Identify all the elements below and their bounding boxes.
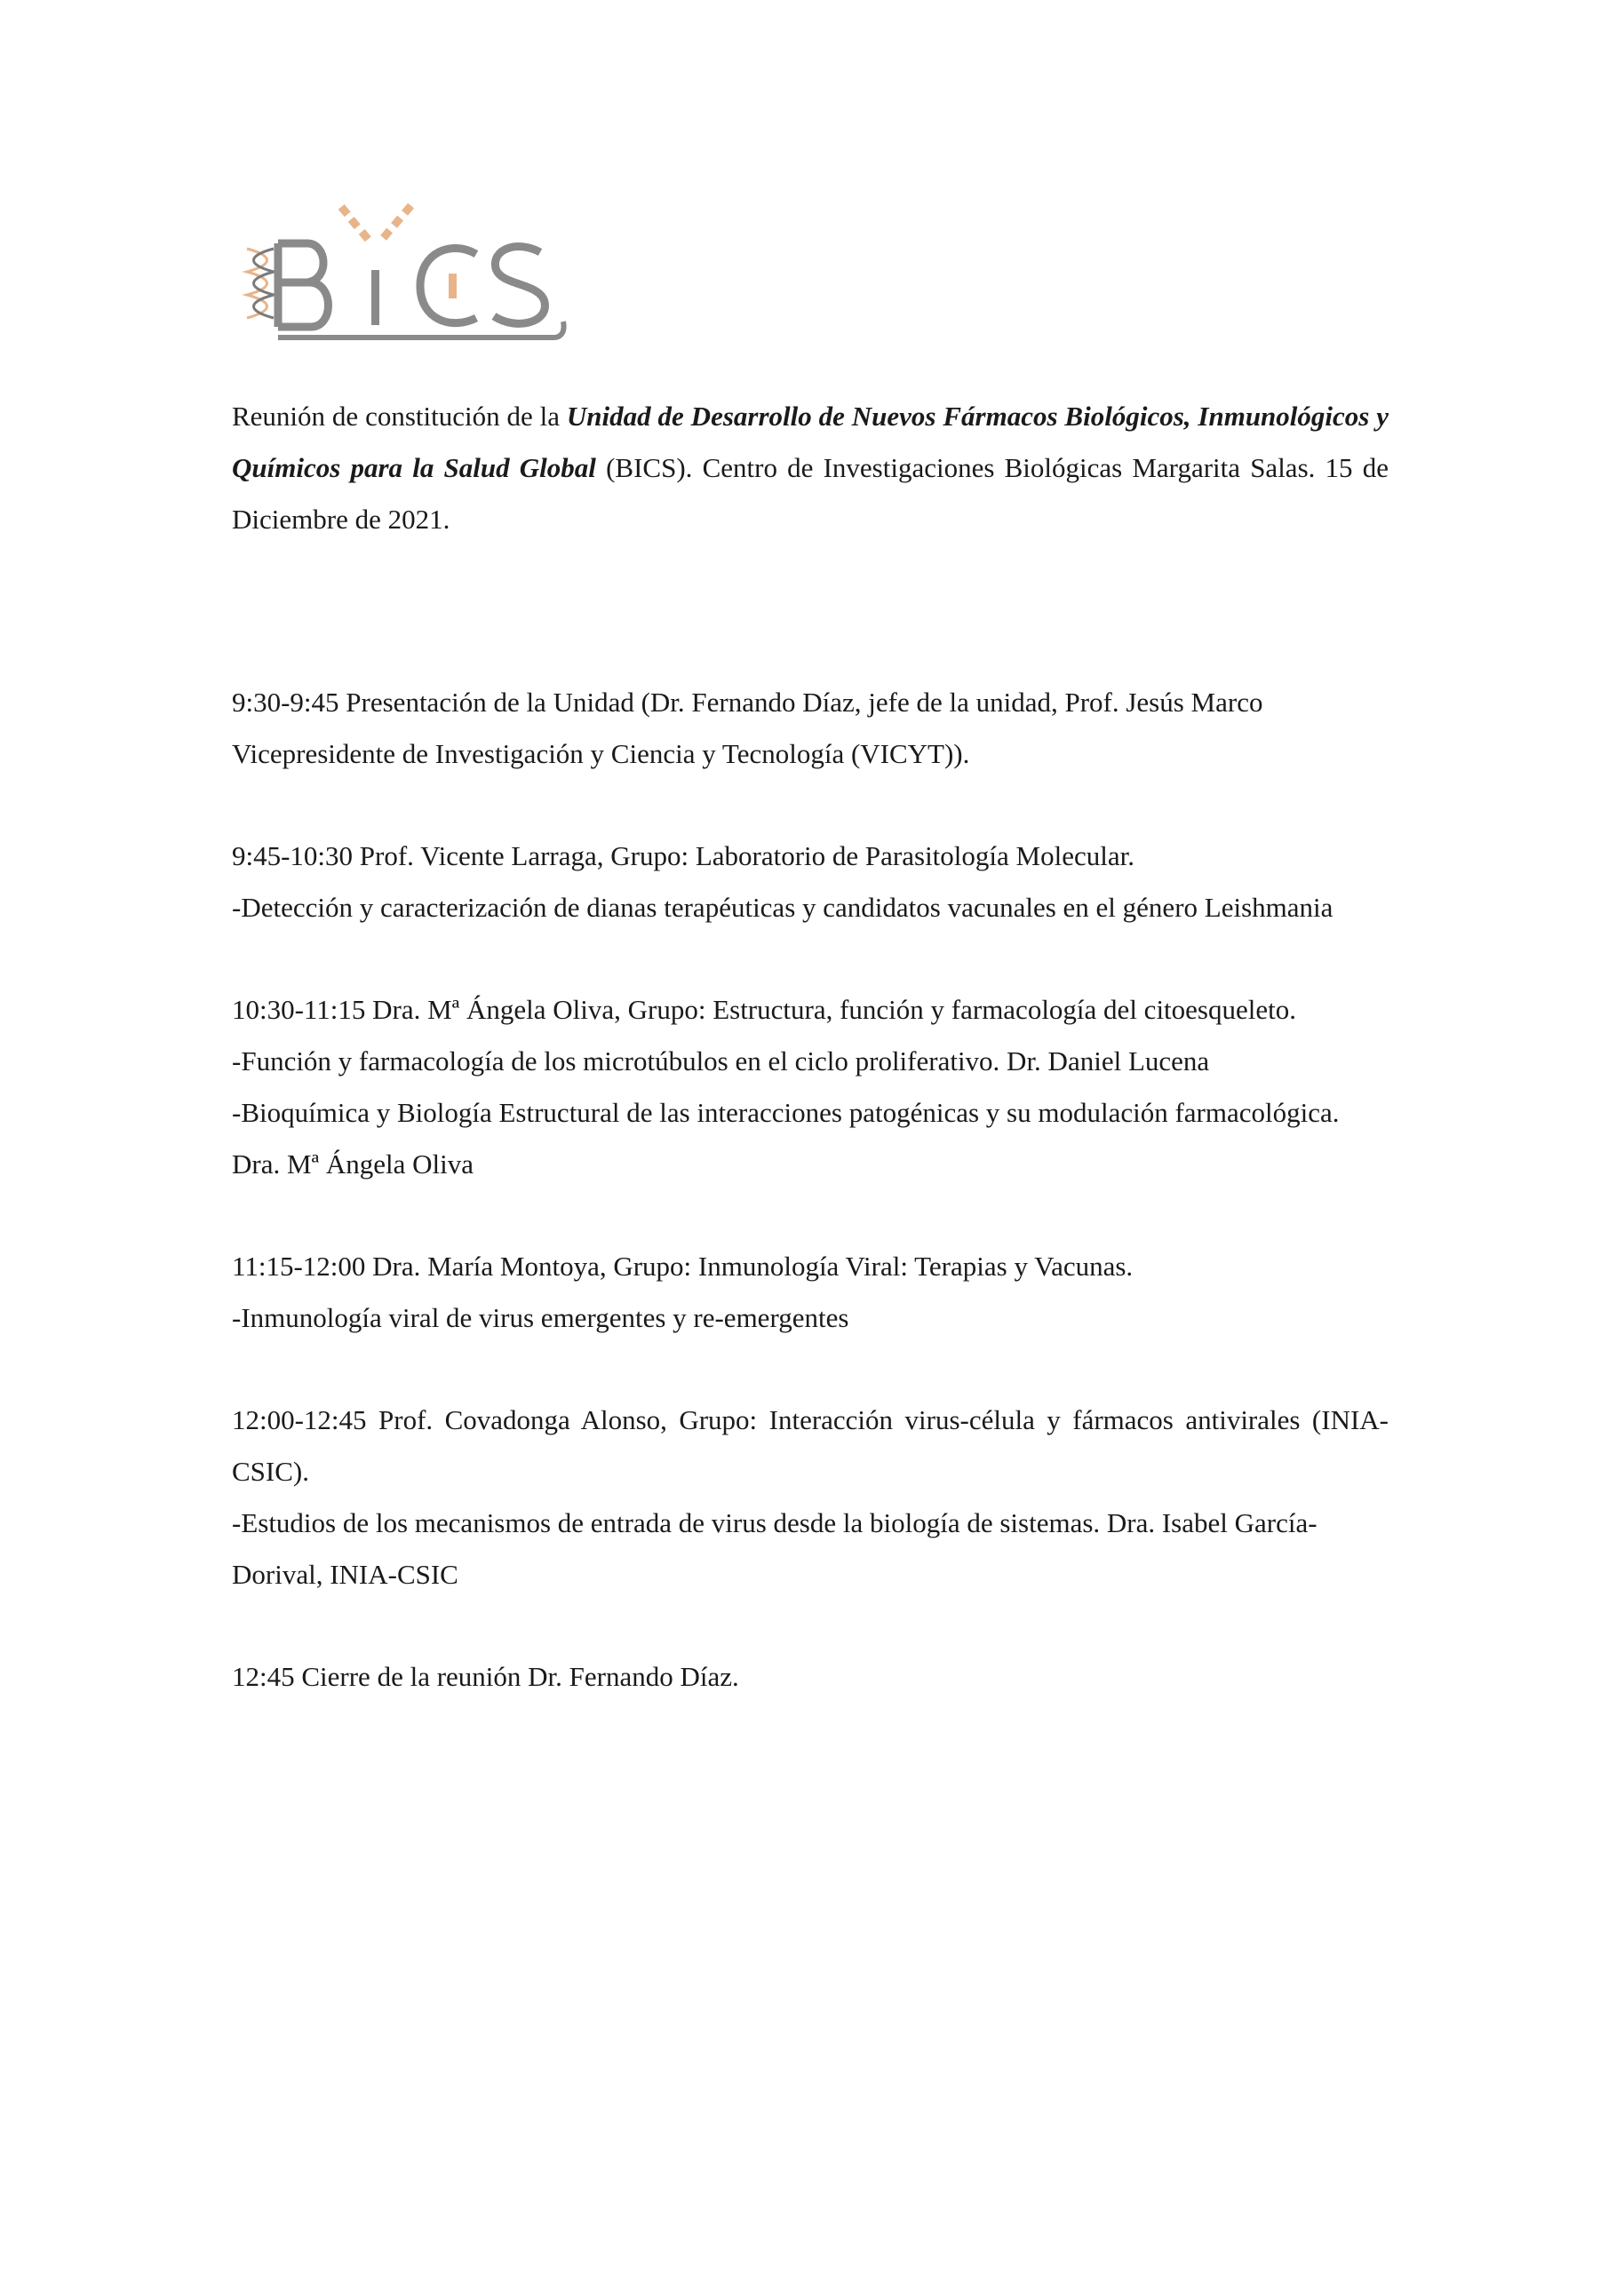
logo-letter-c — [420, 248, 476, 322]
session-heading: 9:30-9:45 Presentación de la Unidad (Dr. Fernando Díaz, jefe de la unidad, Prof. Jesús Marco Vicepresidente de Investigación y Ciencia y Tecnología (VICYT)). — [232, 687, 1263, 769]
dna-helix-icon — [247, 249, 274, 318]
agenda-session — [232, 984, 1389, 1190]
unit-name: Unidad de Desarrollo de Nuevos Fármacos Biológicos, Inmunológicos y Químicos para la Salud Global — [232, 401, 1389, 483]
session-heading: 12:00-12:45 Prof. Covadonga Alonso, Grupo: Interacción virus-célula y fármacos antivirales (INIA-CSIC). — [232, 1404, 1389, 1487]
intro-paragraph — [232, 391, 1389, 545]
logo-letter-b — [278, 243, 329, 327]
talk-item: -Detección y caracterización de dianas terapéuticas y candidatos vacunales en el género Leishmania — [232, 892, 1333, 923]
session-heading: 12:45 Cierre de la reunión Dr. Fernando Díaz. — [232, 1661, 739, 1692]
agenda-session — [232, 1394, 1389, 1601]
intro-suffix: (BICS). Centro de Investigaciones Biológicas Margarita Salas. 15 de Diciembre de 2021. — [232, 452, 1389, 535]
bics-logo — [238, 197, 593, 353]
agenda — [232, 677, 1389, 1703]
session-heading: 9:45-10:30 Prof. Vicente Larraga, Grupo: Laboratorio de Parasitología Molecular. — [232, 840, 1134, 871]
logo-letter-i — [371, 270, 379, 325]
session-heading: 11:15-12:00 Dra. María Montoya, Grupo: Inmunología Viral: Terapias y Vacunas. — [232, 1251, 1134, 1282]
logo-letter-s — [494, 247, 545, 324]
talk-item: -Inmunología viral de virus emergentes y re-emergentes — [232, 1302, 849, 1333]
document-body — [232, 391, 1389, 1753]
agenda-session — [232, 677, 1389, 780]
talk-item: -Función y farmacología de los microtúbulos en el ciclo proliferativo. Dr. Daniel Lucena — [232, 1045, 1210, 1076]
agenda-session — [232, 830, 1389, 933]
talk-item: -Estudios de los mecanismos de entrada de virus desde la biología de sistemas. Dra. Isabel García-Dorival, INIA-CSIC — [232, 1507, 1317, 1590]
intro-prefix: Reunión de constitución de la — [232, 401, 567, 432]
agenda-session — [232, 1651, 1389, 1703]
agenda-session — [232, 1241, 1389, 1344]
session-heading: 10:30-11:15 Dra. Mª Ángela Oliva, Grupo: Estructura, función y farmacología del citoesqueleto. — [232, 994, 1296, 1025]
logo-letter-y — [338, 203, 414, 242]
talk-item: -Bioquímica y Biología Estructural de las interacciones patogénicas y su modulación farmacológica. Dra. Mª Ángela Oliva — [232, 1097, 1340, 1180]
